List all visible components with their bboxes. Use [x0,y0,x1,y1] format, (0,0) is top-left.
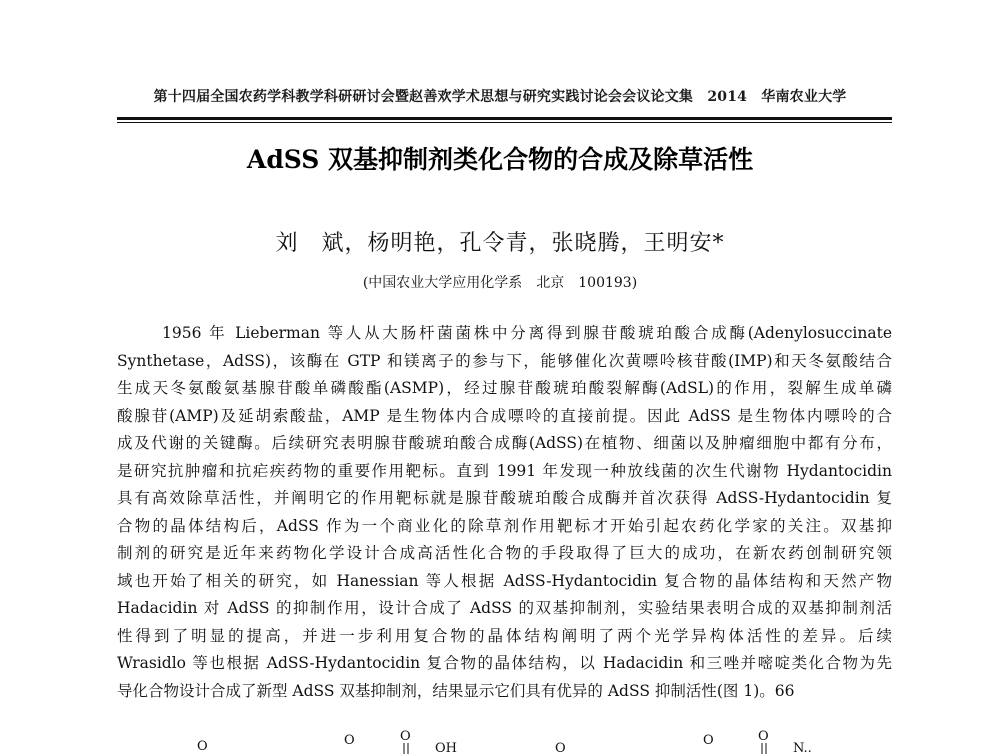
header-rule-thick [117,117,892,120]
body-line: Hadacidin 对 AdSS 的抑制作用，设计合成了 AdSS 的双基抑制剂，实验结果表明合成的双基抑制剂活 [117,599,892,617]
paper-title: AdSS 双基抑制剂类化合物的合成及除草活性 [246,145,754,174]
body-line: 合物的晶体结构后，AdSS 作为一个商业化的除草剂作用靶标才开始引起农药化学家的关注。双基抑 [117,516,892,535]
body-line: 1956 年 Lieberman 等人从大肠杆菌菌株中分离得到腺苷酸琥珀酸合成酶(Adenylosuccinate [162,324,892,342]
body-line: Wrasidlo 等也根据 AdSS-Hydantocidin 复合物的晶体结构，以 Hadacidin 和三唑并嘧啶类化合物为先 [117,654,892,672]
body-line: 制剂的研究是近年来药物化学设计合成高活性化合物的手段取得了巨大的成功，在新农药创制研究领 [117,544,892,562]
oxygen-label-2: O [344,733,355,748]
oxygen-label-1: O [197,739,208,754]
hydroxyl-label: OH [435,741,457,754]
oxygen-label-5: O [703,733,714,748]
header-rule-thin [117,122,892,123]
oxygen-label-4: O [555,741,566,754]
oxygen-label-3: O [400,730,411,744]
body-line: 生成天冬氨酸氨基腺苷酸单磷酸酯(ASMP)，经过腺苷酸琥珀酸裂解酶(AdSL)的作用，裂解生成单磷 [117,379,892,397]
running-header: 第十四届全国农药学科教学科研研讨会暨赵善欢学术思想与研究实践讨论会会议论文集 2014 华南农业大学 [153,89,847,105]
chemical-structures-figure [117,730,892,754]
body-line: 域也开始了相关的研究，如 Hanessian 等人根据 AdSS-Hydantocidin 复合物的晶体结构和天然产物 [117,571,892,590]
body-line: 性得到了明显的提高，并进一步利用复合物的晶体结构阐明了两个光学异构体活性的差异。后续 [117,626,892,645]
body-line: 酸腺苷(AMP)及延胡索酸盐，AMP 是生物体内合成嘌呤的直接前提。因此 AdSS 是生物体内嘌呤的合 [117,406,892,425]
affiliation: (中国农业大学应用化学系 北京 100193) [362,275,638,291]
fragment-label: N.. [793,741,812,754]
body-line: 是研究抗肿瘤和抗疟疾药物的重要作用靶标。直到 1991 年发现一种放线菌的次生代谢物 Hydantocidin [117,461,892,480]
oxygen-label-6: O [758,730,769,744]
abstract-body [117,320,892,705]
body-line: 具有高效除草活性，并阐明它的作用靶标就是腺苷酸琥珀酸合成酶并首次获得 AdSS-Hydantocidin 复 [117,489,892,507]
author-list: 刘 斌，杨明艳，孔令青，张晓腾，王明安* [275,231,725,256]
body-line: 成及代谢的关键酶。后续研究表明腺苷酸琥珀酸合成酶(AdSS)在植物、细菌以及肿瘤细胞中都有分布， [117,434,892,452]
body-line: Synthetase，AdSS)，该酶在 GTP 和镁离子的参与下，能够催化次黄嘌呤核苷酸(IMP)和天冬氨酸结合 [117,351,892,370]
body-line: 导化合物设计合成了新型 AdSS 双基抑制剂，结果显示它们具有优异的 AdSS 抑制活性(图 1)。66 [117,681,795,700]
